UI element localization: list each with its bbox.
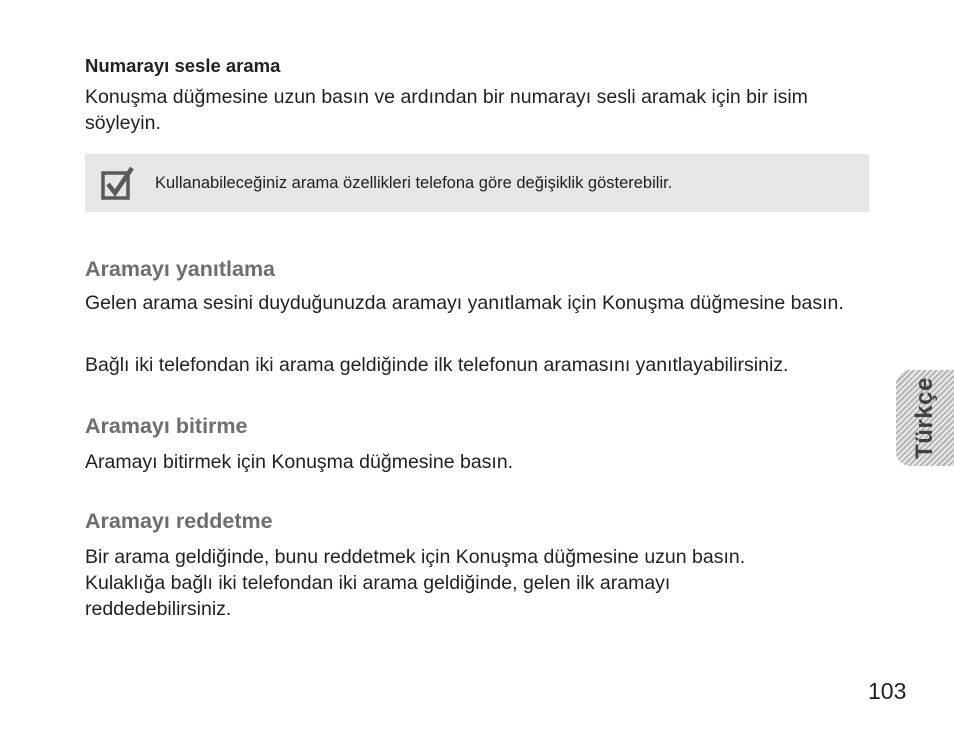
- voice-dial-heading: Numarayı sesle arama: [85, 55, 281, 76]
- checkmark-box-icon: [101, 166, 135, 200]
- page-number: 103: [868, 678, 907, 704]
- answer-call-heading: Aramayı yanıtlama: [85, 257, 276, 281]
- language-tab-label: Türkçe: [911, 377, 938, 459]
- answer-call-text-2: Bağlı iki telefondan iki arama geldiğinde ilk telefonun aramasını yanıtlayabilirsiniz.: [85, 354, 789, 376]
- answer-call-text-1: Gelen arama sesini duyduğunuzda aramayı yanıtlamak için Konuşma düğmesine basın.: [85, 292, 844, 314]
- note-text: Kullanabileceğiniz arama özellikleri telefona göre değişiklik gösterebilir.: [155, 174, 673, 192]
- reject-call-heading: Aramayı reddetme: [85, 509, 273, 533]
- note-box: [85, 154, 869, 212]
- end-call-heading: Aramayı bitirme: [85, 414, 248, 438]
- language-side-tab: [896, 370, 954, 466]
- reject-call-text: Bir arama geldiğinde, bunu reddetmek için Konuşma düğmesine uzun basın. Kulaklığa bağlı iki telefondan iki arama geldiğinde, gelen ilk aramayı reddedebilirsiniz.: [85, 546, 746, 620]
- end-call-text: Aramayı bitirmek için Konuşma düğmesine basın.: [85, 451, 514, 473]
- voice-dial-text: Konuşma düğmesine uzun basın ve ardından bir numarayı sesli aramak için bir isim söyleyin.: [85, 86, 808, 134]
